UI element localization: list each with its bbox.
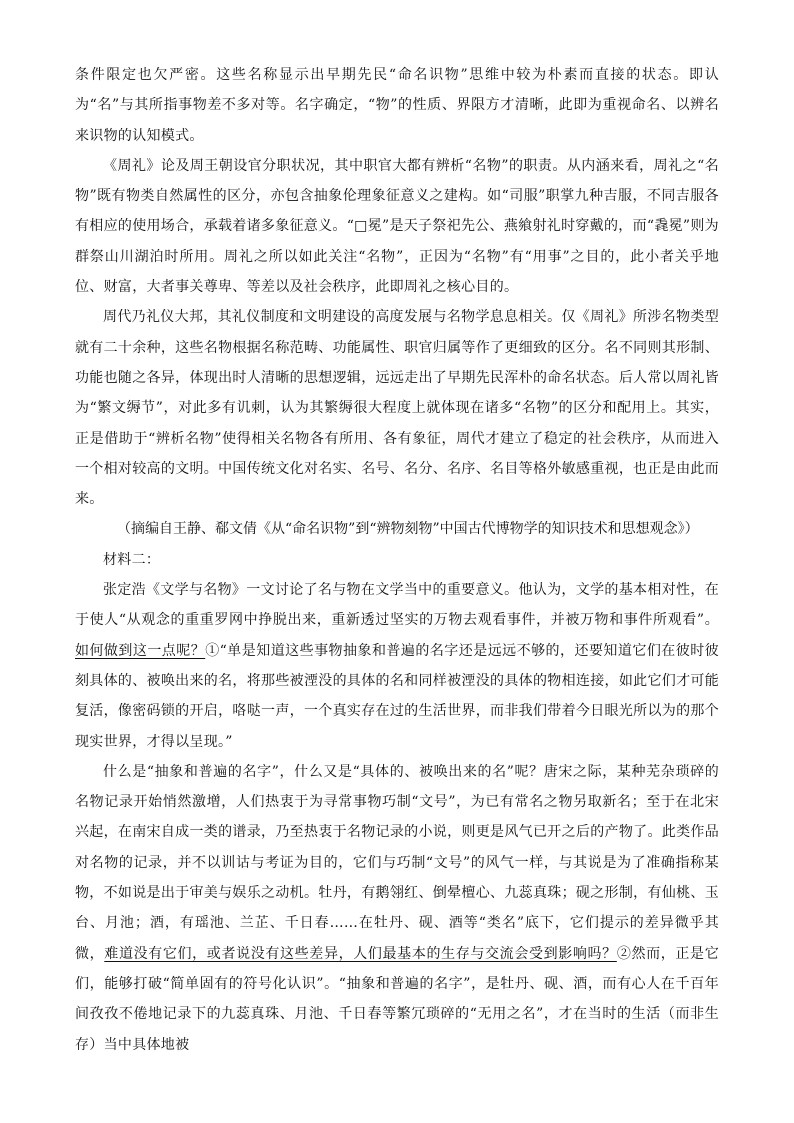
paragraph-5-text-b: ②然而，正是它们，能够打破“简单固有的符号化认识”。“抽象和普遍的名字”，是牡丹、砚、酒，而有心人在千百年间孜孜不倦地记录下的九蕊真珠、月池、千日春等繁冗琐碎的“无用之名”，才在当时的生活（而非生存）当中具体地被 [75, 945, 719, 1053]
paragraph-4-text-b: ①“单是知道这些事物抽象和普遍的名字还是远远不够的，还要知道它们在彼时彼刻具体的、被唤出来的名，将那些被湮没的具体的名和同样被湮没的具体的物相连接，如此它们才可能复活，像密码锁的开启，咯哒一声，一个真实存在过的生活世界，而非我们带着今日眼光所以为的那个现实世界，才得以呈现。” [75, 642, 719, 750]
source-citation: （摘编自王静、郗文倩《从“命名识物”到“辨物刻物”中国古代博物学的知识技术和思想观念》） [117, 521, 699, 538]
underlined-question-1: 如何做到这一点呢？ [75, 642, 206, 659]
paragraph-4-text-a: 张定浩《文学与名物》一文讨论了名与物在文学当中的重要意义。他认为，文学的基本相对性，在于使人“从观念的重重罗网中挣脱出来，重新透过坚实的万物去观看事件，并被万物和事件所观看”。 [75, 582, 719, 629]
paragraph-1: 条件限定也欠严密。这些名称显示出早期先民“命名识物”思维中较为朴素而直接的状态。即认为“名”与其所指事物差不多对等。名字确定，“物”的性质、界限方才清晰，此即为重视命名、以辨名来识物的认知模式。 [75, 67, 719, 144]
document-page [75, 60, 719, 1060]
paragraph-4 [75, 575, 719, 757]
paragraph-5-text-a: 什么是“抽象和普遍的名字”，什么又是“具体的、被唤出来的名”呢？唐宋之际，某种芜杂琐碎的名物记录开始悄然激增，人们热衷于为寻常事物巧制“文号”，为已有常名之物另取新名；至于在北宋兴起，在南宋自成一类的谱录，乃至热衷于名物记录的小说，则更是风气已开之后的产物了。此类作品对名物的记录，并不以训诂与考证为目的，它们与巧制“文号”的风气一样，与其说是为了准确指称某物，不如说是出于审美与娱乐之动机。牡丹，有鹅翎红、倒晕檀心、九蕊真珠；砚之形制，有仙桃、玉台、月池；酒，有瑶池、兰芷、千日春……在牡丹、砚、酒等“类名”底下，它们提示的差异微乎其微， [75, 763, 719, 962]
underlined-question-2: 难道没有它们，或者说没有这些差异，人们最基本的生存与交流会受到影响吗？ [104, 945, 617, 962]
paragraph-2: 《周礼》论及周王朝设官分职状况，其中职官大都有辨析“名物”的职责。从内涵来看，周礼之“名物”既有物类自然属性的区分，亦包含抽象伦理象征意义之建构。如“司服”职掌九种吉服，不同吉服各有相应的使用场合，承载着诸多象征意义。“□冕”是天子祭祀先公、燕飨射礼时穿戴的，而“毳冕”则为群祭山川湖泊时所用。周礼之所以如此关注“名物”，正因为“名物”有“用事”之目的，此小者关乎地位、财富，大者事关尊卑、等差以及社会秩序，此即周礼之核心目的。 [75, 157, 719, 296]
paragraph-3: 周代乃礼仪大邦，其礼仪制度和文明建设的高度发展与名物学息息相关。仅《周礼》所涉名物类型就有二十余种，这些名物根据名称范畴、功能属性、职官归属等作了更细致的区分。名不同则其形制、功能也随之各异，体现出时人清晰的思想逻辑，远远走出了早期先民浑朴的命名状态。后人常以周礼皆为“繁文缛节”，对此多有讥刺，认为其繁缛很大程度上就体现在诸多“名物”的区分和配用上。其实，正是借助于“辨析名物”使得相关名物各有所用、各有象征，周代才建立了稳定的社会秩序，从而进入一个相对较高的文明。中国传统文化对名实、名号、名分、名序、名目等格外敏感重视，也正是由此而来。 [75, 309, 719, 508]
material-2-label: 材料二： [103, 551, 161, 568]
paragraph-5 [75, 757, 719, 1060]
